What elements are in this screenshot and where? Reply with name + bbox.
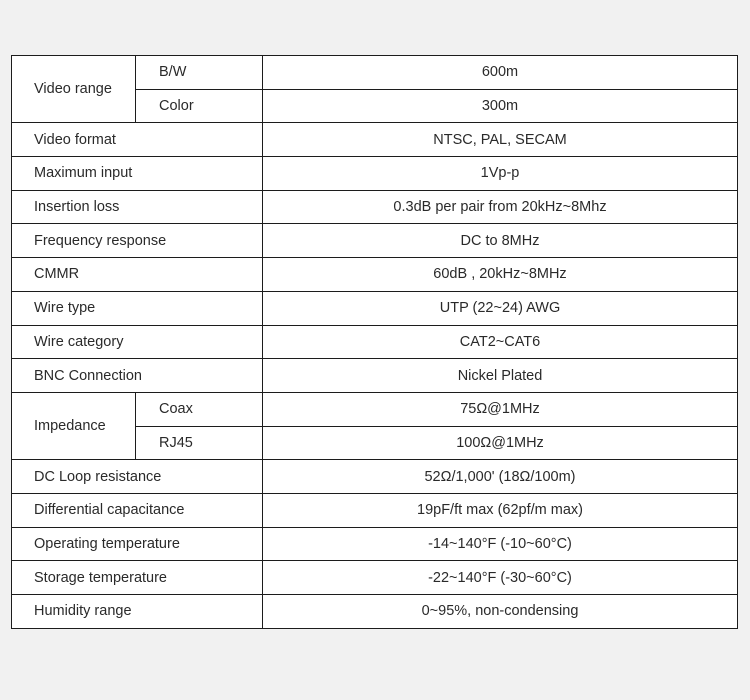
value-humidity-range: 0~95%, non-condensing — [263, 595, 738, 629]
row-label-frequency-response: Frequency response — [12, 224, 263, 258]
table-row-frequency-response — [12, 224, 738, 258]
row-label-maximum-input: Maximum input — [12, 157, 263, 191]
table-row-bnc-connection — [12, 359, 738, 393]
row-label-cmmr: CMMR — [12, 258, 263, 292]
table-row-maximum-input — [12, 157, 738, 191]
sub-label-rj45: RJ45 — [136, 426, 263, 460]
value-video-range-color: 300m — [263, 89, 738, 123]
value-operating-temperature: -14~140°F (-10~60°C) — [263, 527, 738, 561]
row-label-operating-temperature: Operating temperature — [12, 527, 263, 561]
value-video-format: NTSC, PAL, SECAM — [263, 123, 738, 157]
table-row-video-format — [12, 123, 738, 157]
sub-label-bw: B/W — [136, 56, 263, 90]
row-label-storage-temperature: Storage temperature — [12, 561, 263, 595]
table-row-humidity-range — [12, 595, 738, 629]
row-label-differential-capacitance: Differential capacitance — [12, 493, 263, 527]
spec-table — [11, 55, 738, 629]
value-cmmr: 60dB , 20kHz~8MHz — [263, 258, 738, 292]
value-dc-loop-resistance: 52Ω/1,000' (18Ω/100m) — [263, 460, 738, 494]
value-impedance-coax: 75Ω@1MHz — [263, 392, 738, 426]
table-row-operating-temperature — [12, 527, 738, 561]
row-label-video-range: Video range — [12, 56, 136, 123]
value-wire-type: UTP (22~24) AWG — [263, 291, 738, 325]
table-row-insertion-loss — [12, 190, 738, 224]
row-label-wire-type: Wire type — [12, 291, 263, 325]
table-row-storage-temperature — [12, 561, 738, 595]
value-bnc-connection: Nickel Plated — [263, 359, 738, 393]
table-row-wire-type — [12, 291, 738, 325]
table-row-dc-loop-resistance — [12, 460, 738, 494]
table-row-cmmr — [12, 258, 738, 292]
table-row-impedance-coax — [12, 392, 738, 426]
table-row-wire-category — [12, 325, 738, 359]
row-label-dc-loop-resistance: DC Loop resistance — [12, 460, 263, 494]
row-label-humidity-range: Humidity range — [12, 595, 263, 629]
table-row-differential-capacitance — [12, 493, 738, 527]
row-label-wire-category: Wire category — [12, 325, 263, 359]
row-label-impedance: Impedance — [12, 392, 136, 459]
value-maximum-input: 1Vp-p — [263, 157, 738, 191]
row-label-video-format: Video format — [12, 123, 263, 157]
value-video-range-bw: 600m — [263, 56, 738, 90]
value-frequency-response: DC to 8MHz — [263, 224, 738, 258]
value-impedance-rj45: 100Ω@1MHz — [263, 426, 738, 460]
value-insertion-loss: 0.3dB per pair from 20kHz~8Mhz — [263, 190, 738, 224]
value-differential-capacitance: 19pF/ft max (62pf/m max) — [263, 493, 738, 527]
table-row-video-range-bw — [12, 56, 738, 90]
row-label-insertion-loss: Insertion loss — [12, 190, 263, 224]
sub-label-color: Color — [136, 89, 263, 123]
value-storage-temperature: -22~140°F (-30~60°C) — [263, 561, 738, 595]
sub-label-coax: Coax — [136, 392, 263, 426]
value-wire-category: CAT2~CAT6 — [263, 325, 738, 359]
row-label-bnc-connection: BNC Connection — [12, 359, 263, 393]
